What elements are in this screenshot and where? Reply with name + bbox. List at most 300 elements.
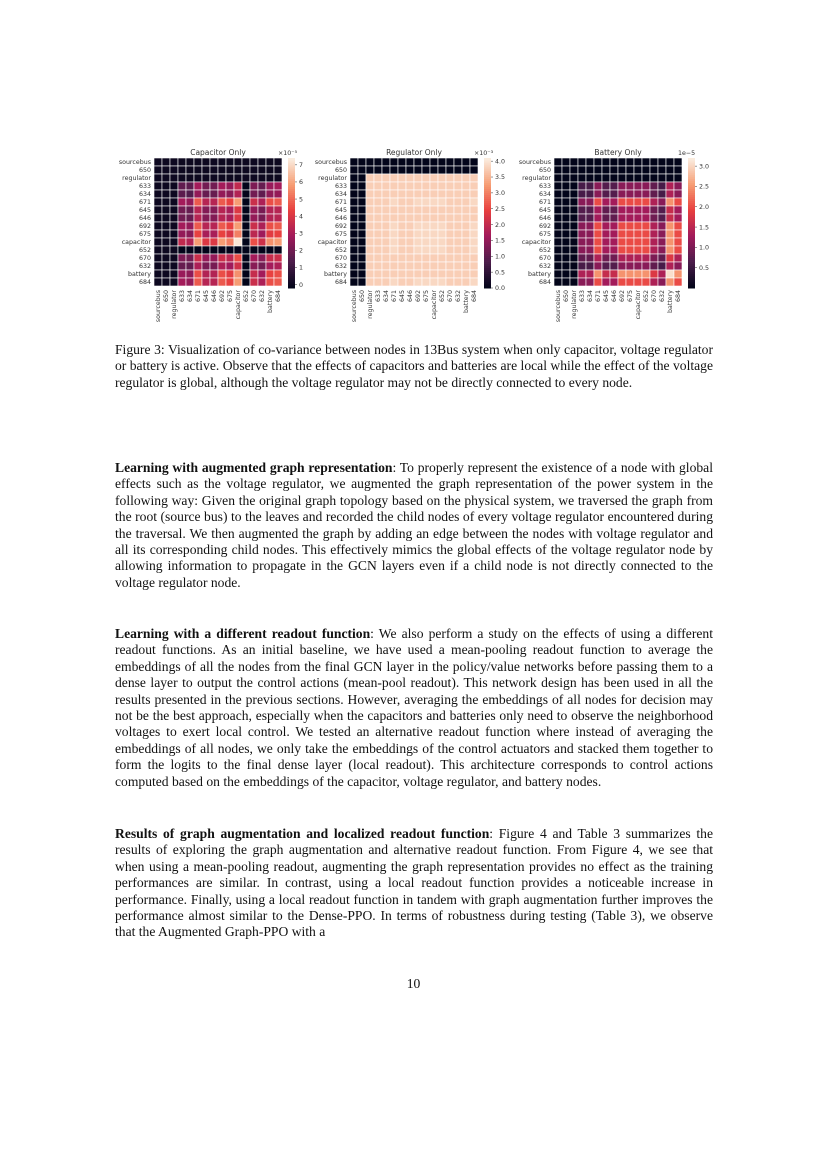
heatmap-cell (414, 166, 422, 174)
heatmap-cell (570, 190, 578, 198)
heatmap-cell (462, 158, 470, 166)
colorbar-tick-label: 0.0 (495, 285, 506, 293)
heatmap-cell (234, 166, 242, 174)
heatmap-cell (422, 166, 430, 174)
heatmap-cell (414, 182, 422, 190)
heatmap-cell (650, 238, 658, 246)
heatmap-cell (674, 246, 682, 254)
heatmap-cell (414, 262, 422, 270)
heatmap-cell (666, 254, 674, 262)
heatmap-cell (626, 238, 634, 246)
heatmap-cell (226, 182, 234, 190)
heatmap-cell (570, 278, 578, 286)
heatmap-cell (258, 230, 266, 238)
heatmap-cell (658, 174, 666, 182)
heatmap-cell (202, 158, 210, 166)
heatmap-cell (374, 158, 382, 166)
heatmap-cell (570, 254, 578, 262)
heatmap-cell (446, 246, 454, 254)
heatmap-cell (178, 174, 186, 182)
col-tick-label: 675 (423, 290, 430, 303)
heatmap-cell (374, 182, 382, 190)
paragraph-body: : Figure 4 and Table 3 summarizes the results of exploring the graph augmentation and alternative readout function. From Figure 4, we see that when using a mean-pooling readout, augmenting the graph representation provides no effect as the training performances are similar. In contrast, using a local readout function provides a noticeable increase in performance. Finally, using a local readout function in tandem with graph augmentation further improves the performance almost similar to the Dense-PPO. In terms of robustness during testing (Table 3), we observe that the Augmented Graph-PPO with a (115, 826, 713, 940)
heatmap-cell (626, 214, 634, 222)
heatmap-cell (234, 206, 242, 214)
heatmap-cell (178, 230, 186, 238)
heatmap-cell (398, 278, 406, 286)
heatmap-cell (642, 270, 650, 278)
heatmap-cell (274, 246, 282, 254)
heatmap-cell (250, 246, 258, 254)
row-tick-label: 671 (138, 199, 151, 206)
heatmap-title: Capacitor Only (190, 148, 246, 157)
heatmap-cell (470, 270, 478, 278)
heatmap-cell (374, 222, 382, 230)
heatmap-cell (154, 174, 162, 182)
heatmap-cell (374, 198, 382, 206)
heatmap-cell (470, 206, 478, 214)
heatmap-cell (626, 174, 634, 182)
heatmap-cell (430, 262, 438, 270)
row-tick-label: 646 (334, 215, 347, 222)
heatmap-cell (366, 206, 374, 214)
col-tick-label: sourcebus (555, 290, 562, 323)
heatmap-cell (202, 262, 210, 270)
heatmap-cell (438, 166, 446, 174)
heatmap-cell (454, 254, 462, 262)
heatmap-cell (366, 182, 374, 190)
heatmap-cell (610, 182, 618, 190)
heatmap-cell (626, 158, 634, 166)
heatmap-cell (154, 238, 162, 246)
heatmap-cell (258, 278, 266, 286)
heatmap-cell (250, 254, 258, 262)
heatmap-cell (454, 230, 462, 238)
colorbar-tick-label: 5 (299, 196, 304, 204)
heatmap-cell (666, 174, 674, 182)
heatmap-cell (366, 158, 374, 166)
heatmap-cell (366, 254, 374, 262)
col-tick-label: 634 (587, 290, 594, 303)
heatmap-cell (658, 278, 666, 286)
col-tick-label: 692 (415, 290, 422, 303)
heatmap-cell (430, 206, 438, 214)
heatmap-cell (274, 270, 282, 278)
row-tick-label: capacitor (521, 239, 551, 246)
heatmap-cell (382, 206, 390, 214)
heatmap-cell (414, 158, 422, 166)
heatmap-cell (218, 174, 226, 182)
heatmap-cell (350, 182, 358, 190)
heatmap-cell (390, 246, 398, 254)
heatmap-cell (226, 262, 234, 270)
heatmap-cell (562, 174, 570, 182)
heatmap-cell (162, 230, 170, 238)
heatmap-cell (154, 278, 162, 286)
heatmap-cell (610, 214, 618, 222)
col-tick-label: 671 (595, 290, 602, 303)
heatmap-cell (586, 278, 594, 286)
heatmap-cell (422, 270, 430, 278)
heatmap-battery-only (500, 140, 720, 340)
heatmap-cell (674, 158, 682, 166)
heatmap-cell (454, 246, 462, 254)
heatmap-cell (358, 278, 366, 286)
heatmap-cell (350, 190, 358, 198)
heatmap-cell (358, 174, 366, 182)
heatmap-cell (374, 278, 382, 286)
heatmap-cell (218, 214, 226, 222)
heatmap-cell (562, 166, 570, 174)
col-tick-label: 675 (227, 290, 234, 303)
heatmap-cell (258, 270, 266, 278)
paragraph-results (115, 826, 713, 941)
heatmap-cell (406, 254, 414, 262)
col-tick-label: 645 (399, 290, 406, 303)
heatmap-cell (162, 238, 170, 246)
heatmap-cell (438, 190, 446, 198)
heatmap-cell (470, 222, 478, 230)
heatmap-cell (454, 270, 462, 278)
heatmap-cell (570, 198, 578, 206)
col-tick-label: regulator (367, 290, 374, 319)
heatmap-cell (610, 262, 618, 270)
heatmap-cell (374, 246, 382, 254)
heatmap-cell (390, 166, 398, 174)
heatmap-cell (430, 166, 438, 174)
heatmap-cell (586, 214, 594, 222)
heatmap-cell (674, 166, 682, 174)
heatmap-cell (162, 214, 170, 222)
heatmap-cell (350, 270, 358, 278)
heatmap-cell (650, 158, 658, 166)
heatmap-cell (650, 198, 658, 206)
heatmap-cell (626, 230, 634, 238)
row-tick-label: 634 (138, 191, 151, 198)
heatmap-cell (650, 214, 658, 222)
heatmap-cell (226, 254, 234, 262)
heatmap-cell (602, 190, 610, 198)
colorbar-scale-label: ×10⁻⁵ (278, 150, 298, 157)
heatmap-cell (446, 166, 454, 174)
row-tick-label: 671 (334, 199, 347, 206)
heatmap-cell (374, 262, 382, 270)
heatmap-cell (162, 174, 170, 182)
heatmap-cell (390, 198, 398, 206)
heatmap-cell (438, 270, 446, 278)
heatmap-cell (470, 190, 478, 198)
heatmap-cell (170, 182, 178, 190)
col-tick-label: 675 (627, 290, 634, 303)
heatmap-cell (274, 190, 282, 198)
heatmap-cell (374, 214, 382, 222)
heatmap-cell (350, 158, 358, 166)
heatmap-cell (218, 270, 226, 278)
row-tick-label: 645 (334, 207, 347, 214)
heatmap-cell (634, 254, 642, 262)
heatmap-cell (162, 206, 170, 214)
heatmap-cell (274, 222, 282, 230)
heatmap-cell (186, 158, 194, 166)
heatmap-cell (358, 190, 366, 198)
col-tick-label: 633 (579, 290, 586, 303)
heatmap-cell (430, 230, 438, 238)
heatmap-cell (194, 190, 202, 198)
heatmap-cell (186, 166, 194, 174)
heatmap-cell (242, 214, 250, 222)
heatmap-cell (398, 206, 406, 214)
heatmap-cell (422, 246, 430, 254)
heatmap-cell (178, 214, 186, 222)
heatmap-cell (586, 166, 594, 174)
heatmap-cell (366, 230, 374, 238)
heatmap-cell (186, 246, 194, 254)
heatmap-cell (186, 262, 194, 270)
col-tick-label: 652 (439, 290, 446, 303)
heatmap-cell (366, 278, 374, 286)
heatmap-cell (562, 190, 570, 198)
heatmap-cell (634, 270, 642, 278)
heatmap-cell (666, 182, 674, 190)
heatmap-cell (562, 158, 570, 166)
heatmap-cell (250, 214, 258, 222)
col-tick-label: 650 (563, 290, 570, 303)
heatmap-cell (406, 166, 414, 174)
col-tick-label: 650 (359, 290, 366, 303)
heatmap-cell (594, 278, 602, 286)
heatmap-cell (470, 262, 478, 270)
row-tick-label: 671 (538, 199, 551, 206)
heatmap-cell (674, 190, 682, 198)
heatmap-cell (382, 254, 390, 262)
heatmap-cell (586, 238, 594, 246)
heatmap-cell (554, 230, 562, 238)
heatmap-cell (202, 270, 210, 278)
heatmap-cell (382, 174, 390, 182)
heatmap-cell (398, 182, 406, 190)
heatmap-cell (462, 206, 470, 214)
heatmap-cell (274, 254, 282, 262)
heatmap-cell (406, 246, 414, 254)
heatmap-cell (186, 254, 194, 262)
row-tick-label: battery (528, 271, 551, 278)
heatmap-cell (618, 158, 626, 166)
heatmap-cell (390, 206, 398, 214)
col-tick-label: 684 (471, 290, 478, 303)
heatmap-cell (430, 270, 438, 278)
heatmap-cell (562, 238, 570, 246)
heatmap-cell (562, 182, 570, 190)
heatmap-cell (586, 246, 594, 254)
heatmap-cell (258, 238, 266, 246)
heatmap-cell (210, 174, 218, 182)
heatmap-cell (642, 158, 650, 166)
heatmap-cell (658, 190, 666, 198)
heatmap-cell (626, 222, 634, 230)
heatmap-cell (218, 206, 226, 214)
heatmap-cell (390, 158, 398, 166)
heatmap-cell (250, 206, 258, 214)
heatmap-cell (422, 158, 430, 166)
heatmap-cell (202, 278, 210, 286)
col-tick-label: 645 (203, 290, 210, 303)
heatmap-cell (186, 206, 194, 214)
heatmap-cell (634, 190, 642, 198)
heatmap-cell (234, 254, 242, 262)
heatmap-cell (658, 238, 666, 246)
heatmap-cell (618, 262, 626, 270)
heatmap-cell (170, 198, 178, 206)
heatmap-cell (170, 206, 178, 214)
heatmap-cell (674, 206, 682, 214)
heatmap-cell (554, 270, 562, 278)
heatmap-cell (250, 174, 258, 182)
heatmap-cell (470, 174, 478, 182)
heatmap-cell (162, 270, 170, 278)
heatmap-cell (438, 222, 446, 230)
heatmap-cell (406, 174, 414, 182)
col-tick-label: 650 (163, 290, 170, 303)
heatmap-cell (382, 190, 390, 198)
heatmap-cell (462, 190, 470, 198)
heatmap-cell (446, 206, 454, 214)
heatmap-cell (186, 230, 194, 238)
col-tick-label: battery (667, 290, 674, 313)
heatmap-cell (242, 190, 250, 198)
row-tick-label: 652 (138, 247, 151, 254)
heatmap-cell (374, 270, 382, 278)
row-tick-label: 634 (538, 191, 551, 198)
heatmap-cell (586, 230, 594, 238)
row-tick-label: 692 (334, 223, 347, 230)
heatmap-cell (154, 182, 162, 190)
col-tick-label: capacitor (431, 290, 438, 320)
heatmap-cell (258, 206, 266, 214)
heatmap-cell (258, 190, 266, 198)
row-tick-label: 632 (334, 263, 347, 270)
heatmap-cell (374, 166, 382, 174)
heatmap-cell (162, 222, 170, 230)
col-tick-label: regulator (571, 290, 578, 319)
heatmap-cell (406, 238, 414, 246)
heatmap-cell (602, 206, 610, 214)
row-tick-label: 645 (538, 207, 551, 214)
heatmap-cell (154, 206, 162, 214)
heatmap-cell (454, 238, 462, 246)
heatmap-cell (642, 262, 650, 270)
heatmap-cell (398, 190, 406, 198)
heatmap-cell (154, 190, 162, 198)
heatmap-cell (674, 214, 682, 222)
heatmap-cell (554, 190, 562, 198)
heatmap-cell (242, 166, 250, 174)
heatmap-cell (358, 158, 366, 166)
heatmap-cell (462, 230, 470, 238)
heatmap-cell (462, 270, 470, 278)
heatmap-cell (462, 238, 470, 246)
heatmap-cell (650, 254, 658, 262)
heatmap-cell (234, 230, 242, 238)
heatmap-cell (266, 182, 274, 190)
heatmap-cell (586, 262, 594, 270)
heatmap-cell (658, 262, 666, 270)
heatmap-cell (446, 238, 454, 246)
col-tick-label: 645 (603, 290, 610, 303)
heatmap-cell (586, 174, 594, 182)
heatmap-cell (610, 166, 618, 174)
heatmap-cell (462, 182, 470, 190)
heatmap-cell (178, 254, 186, 262)
heatmap-cell (382, 230, 390, 238)
heatmap-cell (578, 206, 586, 214)
col-tick-label: 632 (455, 290, 462, 303)
heatmap-cell (422, 198, 430, 206)
heatmap-cell (186, 190, 194, 198)
row-tick-label: sourcebus (314, 159, 347, 166)
heatmap-cell (226, 158, 234, 166)
heatmap-cell (658, 246, 666, 254)
heatmap-cell (202, 254, 210, 262)
heatmap-cell (382, 238, 390, 246)
heatmap-cell (250, 238, 258, 246)
heatmap-cell (578, 254, 586, 262)
heatmap-cell (266, 190, 274, 198)
heatmap-cell (390, 182, 398, 190)
heatmap-cell (446, 230, 454, 238)
heatmap-cell (446, 174, 454, 182)
heatmap-cell (162, 278, 170, 286)
heatmap-cell (194, 174, 202, 182)
heatmap-cell (250, 166, 258, 174)
heatmap-cell (626, 254, 634, 262)
heatmap-cell (618, 214, 626, 222)
heatmap-cell (414, 214, 422, 222)
heatmap-cell (658, 198, 666, 206)
heatmap-cell (602, 246, 610, 254)
heatmap-cell (446, 190, 454, 198)
heatmap-cell (234, 262, 242, 270)
heatmap-cell (554, 238, 562, 246)
heatmap-cell (578, 158, 586, 166)
heatmap-cell (422, 262, 430, 270)
heatmap-cell (398, 214, 406, 222)
col-tick-label: 646 (407, 290, 414, 303)
colorbar-tick-label: 0 (299, 281, 304, 289)
heatmap-cell (358, 166, 366, 174)
heatmap-cell (250, 158, 258, 166)
heatmap-cell (650, 262, 658, 270)
heatmap-cell (446, 262, 454, 270)
heatmap-cell (570, 222, 578, 230)
col-tick-label: 670 (447, 290, 454, 303)
row-tick-label: capacitor (317, 239, 347, 246)
heatmap-cell (666, 246, 674, 254)
heatmap-cell (618, 238, 626, 246)
col-tick-label: 633 (179, 290, 186, 303)
heatmap-cell (194, 246, 202, 254)
heatmap-cell (570, 238, 578, 246)
heatmap-cell (438, 214, 446, 222)
heatmap-cell (462, 254, 470, 262)
heatmap-cell (562, 222, 570, 230)
heatmap-cell (666, 158, 674, 166)
heatmap-cell (602, 166, 610, 174)
heatmap-cell (194, 214, 202, 222)
heatmap-cell (430, 254, 438, 262)
heatmap-cell (234, 190, 242, 198)
heatmap-cell (562, 230, 570, 238)
heatmap-cell (634, 262, 642, 270)
